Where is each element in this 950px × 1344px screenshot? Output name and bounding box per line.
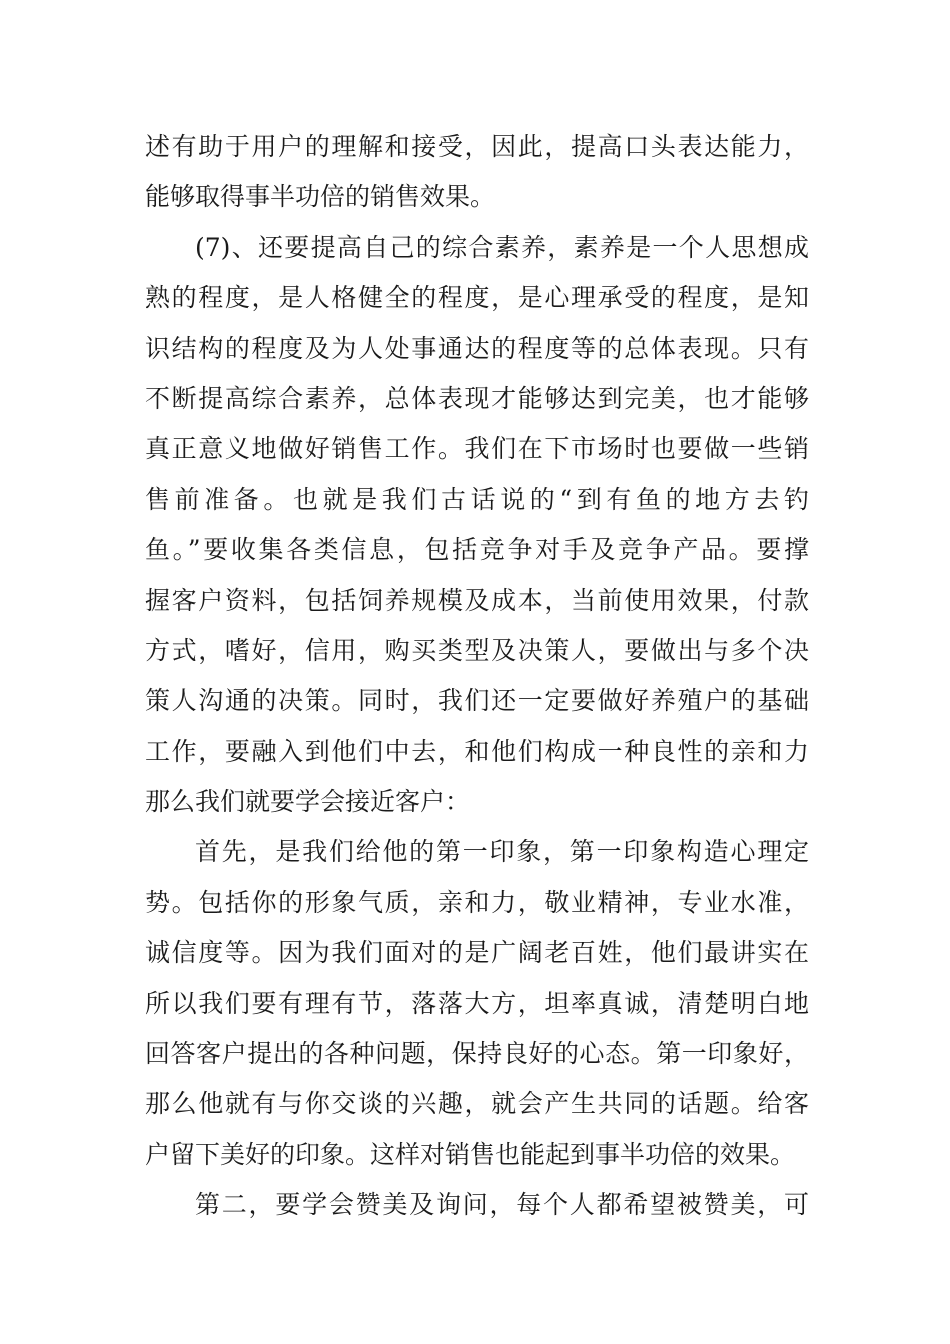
text-line: 所以我们要有理有节，落落大方，坦率真诚，清楚明白地 — [145, 988, 809, 1018]
text-line: 述有助于用户的理解和接受，因此，提高口头表达能力， — [145, 132, 809, 161]
text-line: 能够取得事半功倍的销售效果。 — [145, 182, 496, 212]
text-line: 诚信度等。因为我们面对的是广阔老百姓，他们最讲实在 — [145, 938, 809, 968]
body-text — [145, 122, 809, 1231]
text-line: 握客户资料，包括饲养规模及成本，当前使用效果，付款 — [145, 585, 809, 615]
text-line: 售前准备。也就是我们古话说的“到有鱼的地方去钓 — [145, 484, 809, 514]
text-line: 熟的程度，是人格健全的程度，是心理承受的程度，是知 — [145, 283, 809, 313]
text-line: 工作，要融入到他们中去，和他们构成一种良性的亲和力 — [145, 736, 809, 766]
paragraph-first-line: 第二，要学会赞美及询问，每个人都希望被赞美，可 — [195, 1190, 809, 1220]
paragraph-first-line: (7)、还要提高自己的综合素养，素养是一个人思想成 — [195, 232, 809, 262]
text-line: 户留下美好的印象。这样对销售也能起到事半功倍的效果。 — [145, 1139, 796, 1169]
text-line: 那么我们就要学会接近客户： — [145, 787, 471, 817]
text-line: 鱼。”要收集各类信息，包括竞争对手及竞争产品。要撑 — [145, 535, 809, 565]
text-line: 真正意义地做好销售工作。我们在下市场时也要做一些销 — [145, 434, 809, 464]
text-line: 策人沟通的决策。同时，我们还一定要做好养殖户的基础 — [145, 686, 809, 716]
paragraph-first-line: 首先，是我们给他的第一印象，第一印象构造心理定 — [195, 837, 809, 867]
text-line: 回答客户提出的各种问题，保持良好的心态。第一印象好， — [145, 1039, 809, 1069]
text-line: 方式，嗜好，信用，购买类型及决策人，要做出与多个决 — [145, 635, 809, 665]
text-line: 那么他就有与你交谈的兴趣，就会产生共同的话题。给客 — [145, 1089, 809, 1119]
text-line: 识结构的程度及为人处事通达的程度等的总体表现。只有 — [145, 333, 809, 363]
text-line: 势。包括你的形象气质，亲和力，敬业精神，专业水准， — [145, 887, 809, 917]
text-line: 不断提高综合素养，总体表现才能够达到完美，也才能够 — [145, 383, 809, 413]
